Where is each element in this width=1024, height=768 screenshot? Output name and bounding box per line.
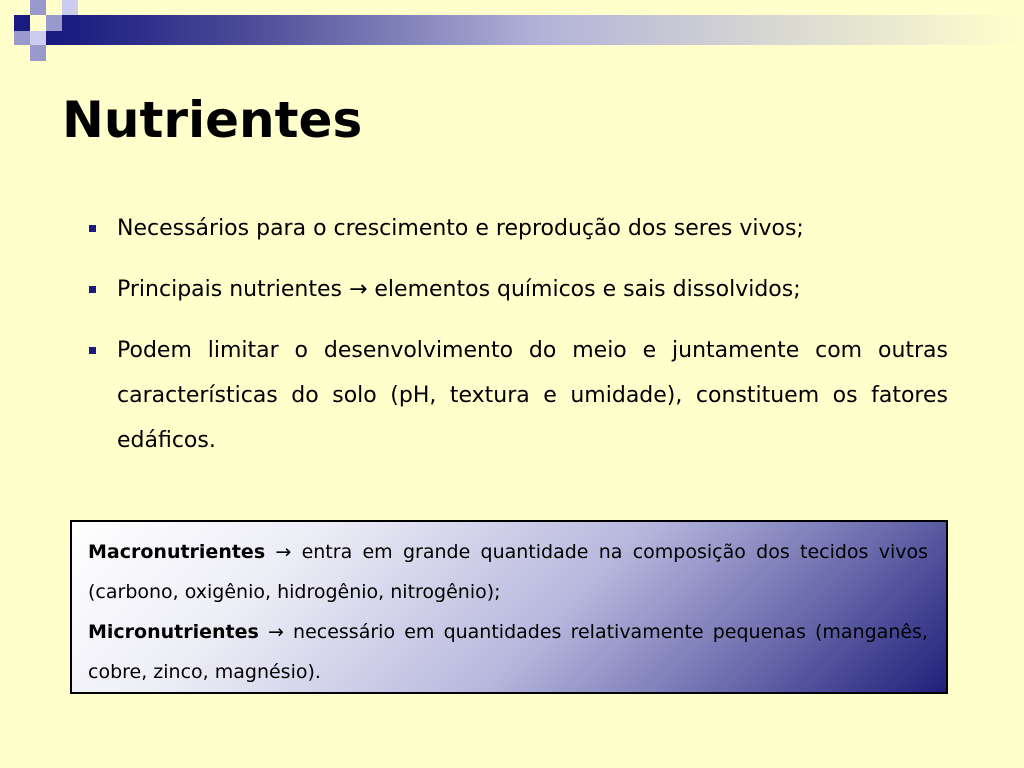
decor-square-light-1: [30, 31, 46, 45]
bullet-text-1: Necessários para o crescimento e reprodução dos seres vivos;: [117, 216, 804, 241]
micro-term: Micronutrientes: [88, 621, 259, 643]
micro-paragraph: [88, 612, 928, 692]
bullet-text-2: Principais nutrientes → elementos químicos e sais dissolvidos;: [117, 277, 801, 302]
slide-title: Nutrientes: [62, 91, 363, 149]
square-bullet-icon: [89, 225, 96, 232]
decor-square-lavender-2: [46, 15, 62, 31]
macro-term: Macronutrientes: [88, 541, 266, 563]
decor-square-navy-2: [46, 31, 62, 45]
macro-paragraph: [88, 532, 928, 612]
bullet-item-1: [86, 206, 948, 251]
decor-square-navy-1: [14, 15, 30, 31]
header-gradient-bar: [62, 15, 1024, 45]
bullet-text-3: Podem limitar o desenvolvimento do meio e juntamente com outras características do solo (pH, textura e umidade), constituem os fatores edáficos.: [117, 338, 948, 453]
bullet-item-2: [86, 267, 948, 312]
bullet-list: [86, 206, 948, 479]
decor-square-lavender-4: [30, 45, 46, 61]
nutrient-info-box: [70, 520, 948, 694]
decor-square-lavender-1: [30, 0, 46, 15]
micro-definition: → necessário em quantidades relativamente pequenas (manganês, cobre, zinco, magnésio).: [88, 621, 928, 683]
decor-square-light-2: [62, 0, 78, 15]
macro-definition: → entra em grande quantidade na composição dos tecidos vivos (carbono, oxigênio, hidrogênio, nitrogênio);: [88, 541, 928, 603]
square-bullet-icon: [89, 286, 96, 293]
square-bullet-icon: [89, 347, 96, 354]
decor-square-lavender-3: [14, 31, 30, 45]
bullet-item-3: [86, 328, 948, 463]
